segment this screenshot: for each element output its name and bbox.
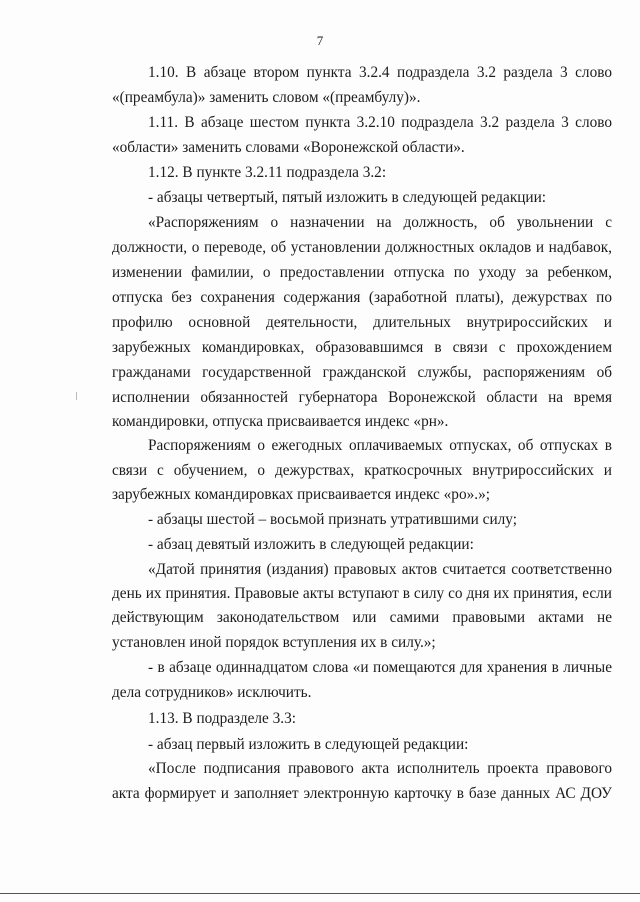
text-line: действующим законодательством или самими правовыми актами не (112, 609, 612, 626)
text-line: гражданами государственной гражданской службы, распоряжениям об (112, 364, 612, 381)
text-line: исполнении обязанностей губернатора Воронежской области на время (112, 389, 612, 406)
text-line: - в абзаце одиннадцатом слова «и помещаются для хранения в личные (148, 659, 612, 676)
text-line: командировки, отпуска присваивается индекс «рн». (112, 413, 449, 430)
page-bottom-rule (0, 893, 640, 894)
text-line: 1.10. В абзаце втором пункта 3.2.4 подраздела 3.2 раздела 3 слово (148, 64, 612, 81)
text-line: отпуска без сохранения содержания (заработной платы), дежурствах по (112, 289, 612, 306)
text-line: должности, о переводе, об установлении должностных окладов и надбавок, (112, 239, 612, 256)
text-line: изменении фамилии, о предоставлении отпуска по уходу за ребенком, (112, 264, 612, 281)
text-line: профилю основной деятельности, длительных внутрироссийских и (112, 314, 612, 331)
text-line: «Датой принятия (издания) правовых актов считается соответственно (148, 561, 612, 578)
text-line: «(преамбула)» заменить словом «(преамбулу)». (112, 89, 421, 106)
text-line: акта формирует и заполняет электронную карточку в базе данных АС ДОУ (112, 785, 612, 802)
text-line: «После подписания правового акта исполнитель проекта правового (148, 760, 612, 777)
text-line: 1.11. В абзаце шестом пункта 3.2.10 подраздела 3.2 раздела 3 слово (148, 114, 612, 131)
text-line: дела сотрудников» исключить. (112, 684, 312, 701)
text-line: - абзац первый изложить в следующей редакции: (148, 736, 469, 753)
text-line: Распоряжениям о ежегодных оплачиваемых отпусках, об отпусках в (148, 437, 612, 454)
text-line: связи с обучением, о дежурствах, краткосрочных внутрироссийских и (112, 462, 612, 479)
text-line: 1.13. В подразделе 3.3: (148, 710, 297, 727)
text-line: 1.12. В пункте 3.2.11 подраздела 3.2: (148, 164, 387, 181)
text-line: - абзацы четвертый, пятый изложить в следующей редакции: (148, 189, 547, 206)
text-line: - абзац девятый изложить в следующей редакции: (148, 536, 474, 553)
text-line: «Распоряжениям о назначении на должность, об увольнении с (148, 214, 612, 231)
margin-mark (76, 392, 77, 400)
text-line: установлен иной порядок вступления их в силу.»; (112, 634, 436, 651)
text-line: «области» заменить словами «Воронежской области». (112, 139, 465, 156)
page-number: 7 (316, 33, 324, 48)
text-line: - абзацы шестой – восьмой признать утратившими силу; (148, 511, 517, 528)
text-line: зарубежных командировках, образовавшимся в связи с прохождением (112, 339, 612, 356)
text-line: день их принятия. Правовые акты вступают в силу со дня их принятия, если (112, 585, 612, 602)
text-line: зарубежных командировках присваивается индекс «ро».»; (112, 486, 490, 503)
